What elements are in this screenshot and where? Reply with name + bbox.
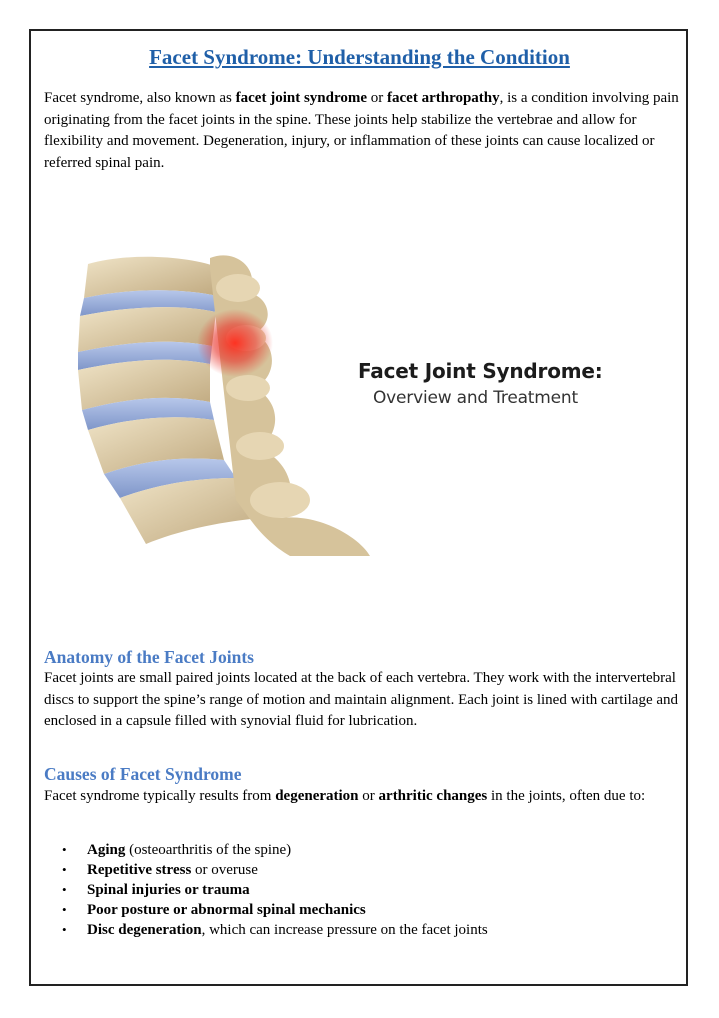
intro-bold-term-2: facet arthropathy [387, 90, 500, 106]
causes-paragraph [44, 786, 684, 808]
intro-bold-term-1: facet joint syndrome [235, 90, 368, 106]
list-item-bold: Aging [87, 842, 126, 858]
figure-subtitle: Overview and Treatment [373, 388, 578, 408]
list-item [44, 880, 488, 900]
list-item-text: , which can increase pressure on the facet joints [201, 922, 488, 938]
intro-text-3: , is a condition involving pain originating from the facet joints in the spine. These joints help stabilize the vertebrae and allow for flexibility and movement. Degeneration, injury, or inflammation of these joints can cause localized or referred spinal pain. [44, 90, 679, 171]
facet-joint-4 [236, 432, 284, 460]
causes-bold-term-1: degeneration [275, 788, 359, 804]
causes-list [44, 840, 488, 940]
list-item [44, 900, 488, 920]
list-item-bold: Disc degeneration [87, 922, 202, 938]
list-item-text: or overuse [191, 862, 258, 878]
causes-text-2: or [358, 788, 379, 804]
list-item-text: (osteoarthritis of the spine) [125, 842, 292, 858]
anatomy-heading: Anatomy of the Facet Joints [44, 647, 254, 667]
list-item-bold: Poor posture or abnormal spinal mechanics [87, 902, 366, 918]
facet-joint-1 [216, 274, 260, 302]
causes-heading: Causes of Facet Syndrome [44, 764, 242, 784]
facet-joint-5 [250, 482, 310, 518]
facet-joint-3 [226, 375, 270, 401]
anatomy-paragraph: Facet joints are small paired joints located at the back of each vertebra. They work with the intervertebral discs to support the spine’s range of motion and maintain alignment. Each joint is lined with cartilage and enclosed in a capsule filled with synovial fluid for lubrication. [44, 670, 679, 729]
intro-text-1: Facet syndrome, also known as [44, 90, 236, 106]
list-item-bold: Repetitive stress [87, 862, 192, 878]
figure-title: Facet Joint Syndrome: [358, 359, 603, 383]
list-item-bold: Spinal injuries or trauma [87, 882, 250, 898]
causes-text-3: in the joints, often due to: [487, 788, 646, 804]
list-item [44, 840, 488, 860]
causes-bold-term-2: arthritic changes [378, 788, 488, 804]
inflammation-highlight [197, 309, 273, 377]
document-title: Facet Syndrome: Understanding the Condition [149, 45, 570, 69]
causes-text-1: Facet syndrome typically results from [44, 788, 276, 804]
intro-paragraph [44, 88, 684, 174]
list-item [44, 860, 488, 880]
list-item [44, 920, 488, 940]
intro-text-2: or [367, 90, 388, 106]
